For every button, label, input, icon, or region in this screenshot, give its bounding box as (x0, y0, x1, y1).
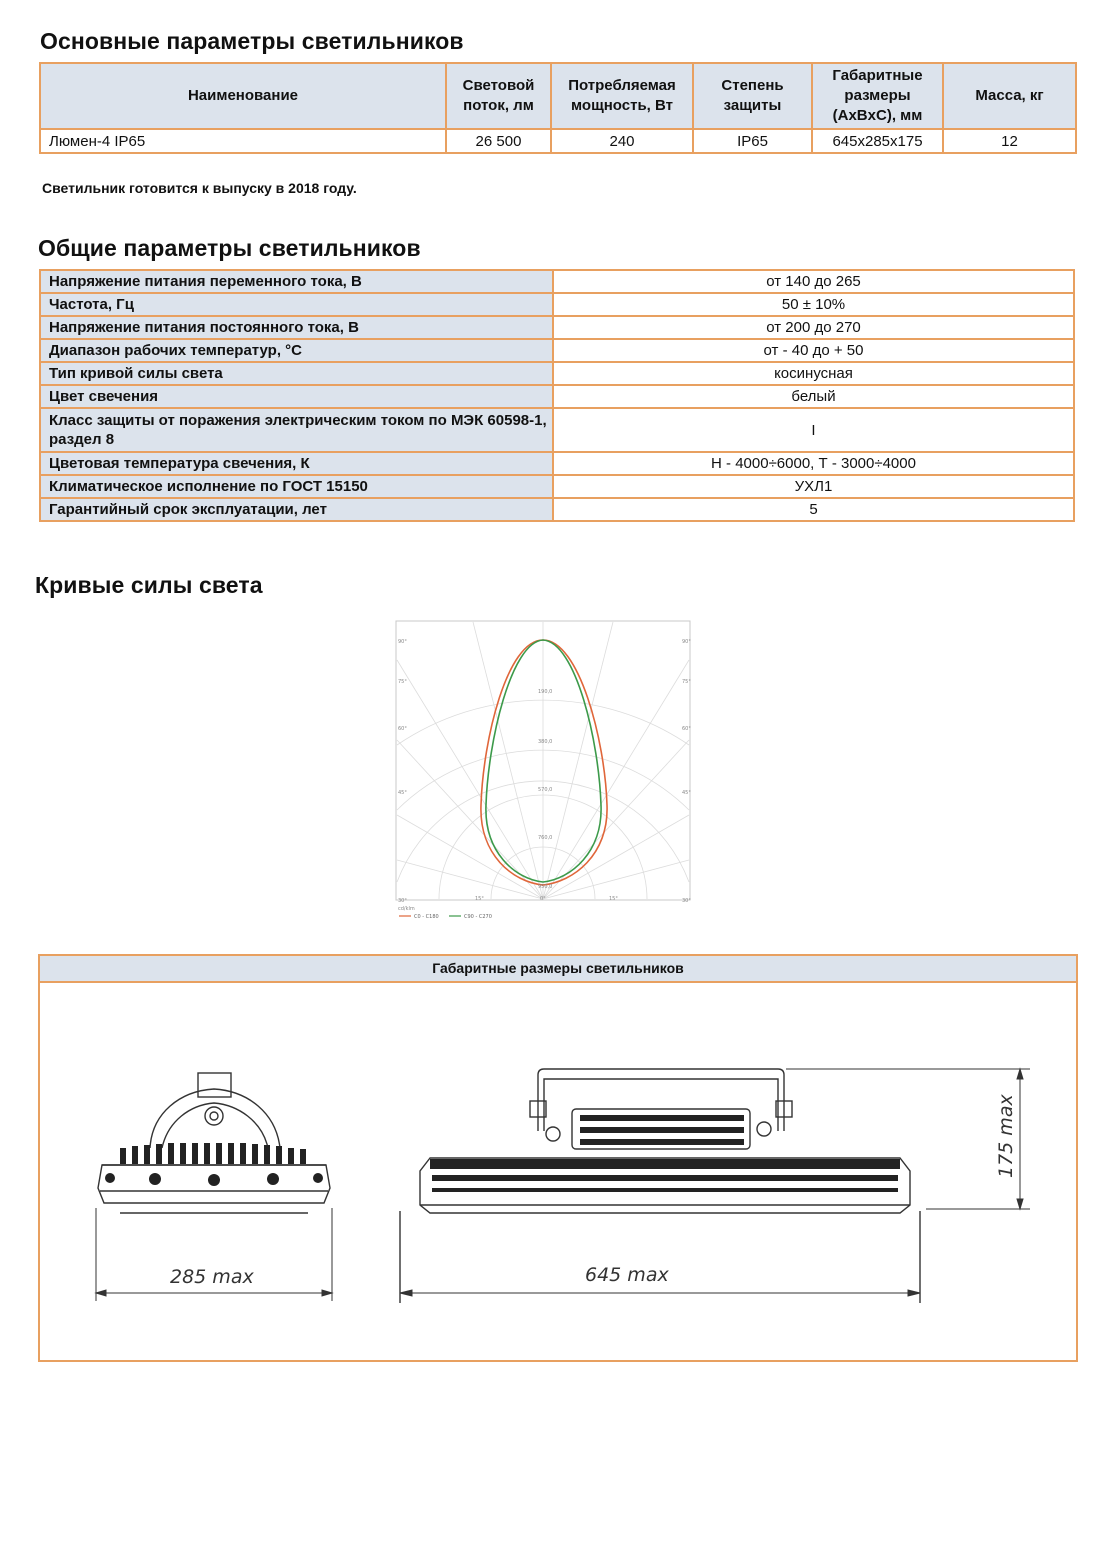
radial-label-1: 190,0 (538, 689, 553, 695)
general-params-table (39, 269, 1075, 522)
angle-left-75: 75° (398, 679, 407, 685)
length-label: 645 max (585, 1264, 669, 1286)
table-row (40, 270, 1074, 293)
header-protection: Степень защиты (693, 63, 812, 129)
param-label: Частота, Гц (40, 293, 553, 316)
param-label: Климатическое исполнение по ГОСТ 15150 (40, 475, 553, 498)
legend (399, 914, 492, 920)
header-mass: Масса, кг (943, 63, 1076, 129)
radial-label-5: 950,0 (538, 884, 553, 890)
angle-right-30: 30° (682, 898, 691, 904)
legend-c0: C0 - C180 (414, 914, 439, 920)
unit-label: cd/klm (398, 906, 415, 912)
width-label: 285 max (170, 1266, 254, 1288)
radial-label-4: 760,0 (538, 835, 553, 841)
light-curves-title: Кривые силы света (35, 572, 263, 598)
angle-right-45: 45° (682, 790, 691, 796)
table-row (40, 316, 1074, 339)
header-power: Потребляемая мощность, Вт (551, 63, 693, 129)
length-dimension (400, 1290, 920, 1296)
table-row (40, 498, 1074, 521)
angle-left-45: 45° (398, 790, 407, 796)
table-row (40, 475, 1074, 498)
header-dimensions: Габаритные размеры (AxBxC), мм (812, 63, 943, 129)
param-label: Диапазон рабочих температур, °С (40, 339, 553, 362)
front-view (98, 1073, 330, 1213)
header-flux: Световой поток, лм (446, 63, 551, 129)
table-row (40, 293, 1074, 316)
table-row (40, 129, 1076, 153)
main-params-title: Основные параметры светильников (40, 28, 464, 54)
polar-diagram (395, 620, 695, 925)
radial-label-2: 380,0 (538, 739, 553, 745)
side-view-fins (430, 1115, 900, 1192)
angle-left-30: 30° (398, 898, 407, 904)
param-value: 5 (553, 498, 1074, 521)
polar-diagram-svg (395, 620, 695, 925)
cell-name: Люмен-4 IP65 (40, 129, 446, 153)
param-label: Напряжение питания постоянного тока, В (40, 316, 553, 339)
release-note: Светильник готовится к выпуску в 2018 году. (42, 180, 357, 196)
table-row (40, 385, 1074, 408)
param-value: от 140 до 265 (553, 270, 1074, 293)
param-value: I (553, 408, 1074, 452)
angle-bottom-center: 0° (540, 896, 546, 902)
legend-c90: C90 - C270 (464, 914, 492, 920)
param-label: Гарантийный срок эксплуатации, лет (40, 498, 553, 521)
cell-protection: IP65 (693, 129, 812, 153)
radial-label-3: 570,0 (538, 787, 553, 793)
main-params-header-row (40, 63, 1076, 129)
param-value: белый (553, 385, 1074, 408)
cell-mass: 12 (943, 129, 1076, 153)
main-params-table (39, 62, 1077, 154)
angle-right-90: 90° (682, 639, 691, 645)
dimensions-panel (38, 954, 1078, 1362)
cell-power: 240 (551, 129, 693, 153)
cell-flux: 26 500 (446, 129, 551, 153)
param-value: косинусная (553, 362, 1074, 385)
height-label: 175 max (995, 1094, 1017, 1178)
param-value: от - 40 до + 50 (553, 339, 1074, 362)
header-name: Наименование (40, 63, 446, 129)
param-label: Класс защиты от поражения электрическим током по МЭК 60598-1, раздел 8 (40, 408, 553, 452)
angle-left-90: 90° (398, 639, 407, 645)
table-row (40, 339, 1074, 362)
param-value: от 200 до 270 (553, 316, 1074, 339)
dimensions-drawing (40, 983, 1076, 1358)
angle-left-60: 60° (398, 726, 407, 732)
param-label: Напряжение питания переменного тока, В (40, 270, 553, 293)
dimensions-title: Габаритные размеры светильников (40, 956, 1076, 983)
param-value: УХЛ1 (553, 475, 1074, 498)
param-value: 50 ± 10% (553, 293, 1074, 316)
param-value: Н - 4000÷6000, Т - 3000÷4000 (553, 452, 1074, 475)
table-row (40, 362, 1074, 385)
param-label: Тип кривой силы света (40, 362, 553, 385)
table-row (40, 408, 1074, 452)
angle-right-60: 60° (682, 726, 691, 732)
table-row (40, 452, 1074, 475)
param-label: Цветовая температура свечения, К (40, 452, 553, 475)
general-params-title: Общие параметры светильников (38, 235, 421, 261)
angle-right-75: 75° (682, 679, 691, 685)
angle-bottom-left: 15° (475, 896, 484, 902)
angle-bottom-right: 15° (609, 896, 618, 902)
cell-dimensions: 645х285х175 (812, 129, 943, 153)
param-label: Цвет свечения (40, 385, 553, 408)
